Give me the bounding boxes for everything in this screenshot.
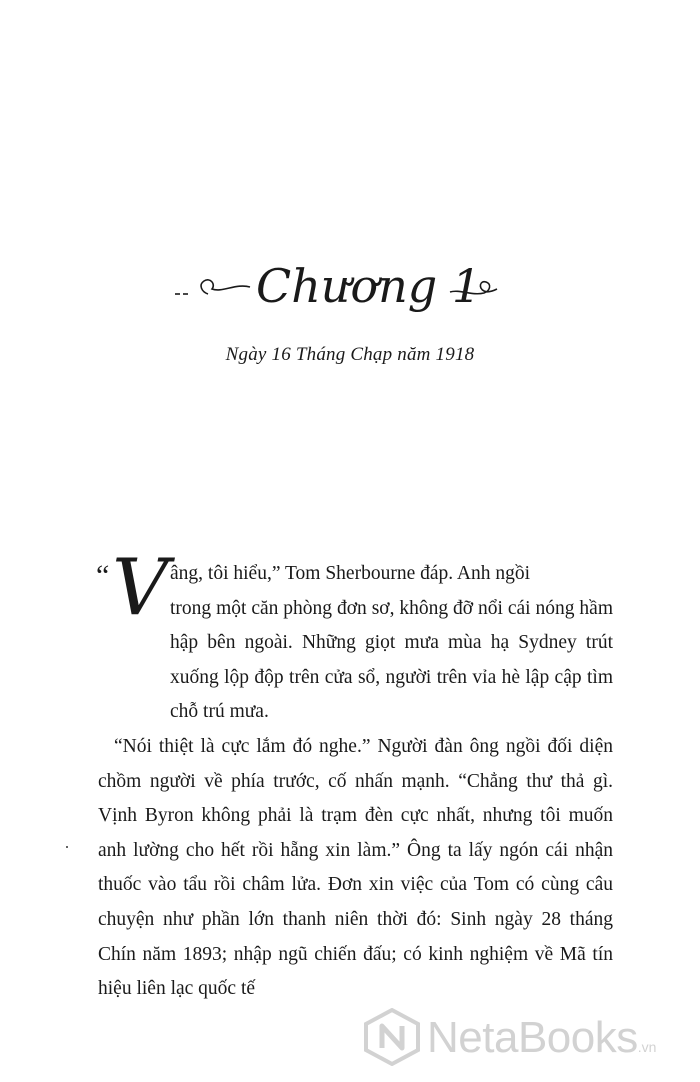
watermark (363, 1004, 693, 1076)
watermark-text (427, 1012, 656, 1073)
chapter-body (96, 543, 613, 1007)
chapter-date: Ngày 16 Tháng Chạp năm 1918 (225, 344, 475, 365)
netabooks-logo-icon (363, 1008, 421, 1066)
chapter-ornament (0, 248, 700, 318)
paragraph-1-first-line: âng, tôi hiểu,” Tom Sherbourne đáp. Anh ngồi (170, 563, 531, 584)
paragraph-1 (96, 543, 613, 730)
watermark-suffix: .vn (637, 1039, 657, 1055)
ornament-swirl-left (201, 280, 250, 294)
dropcap-letter: V (112, 543, 169, 633)
paragraph-2: “Nói thiệt là cực lắm đó nghe.” Người đàn ông ngồi đối diện chồm người về phía trước, cố nhấn mạnh. “Chẳng thư thả gì. Vịnh Byron không phải là trạm đèn cực nhất, nhưng tôi muốn anh lường cho hết rồi hẵng xin làm.” Ông ta lấy ngón cái nhận thuốc vào tẩu rồi châm lửa. Đơn xin việc của Tom có cùng câu chuyện như phần lớn thanh niên thời đó: Sinh ngày 28 tháng Chín năm 1893; nhập ngũ chiến đấu; có kinh nghiệm về Mã tín hiệu liên lạc quốc tế (98, 735, 613, 1000)
dropcap-quote: “ (96, 559, 110, 592)
paragraph-1-text: trong một căn phòng đơn sơ, không đỡ nổi cái nóng hầm hập bên ngoài. Những giọt mưa mùa hạ Sydney trút xuống lộp độp trên cửa sổ, người trên vỉa hè lập cập tìm chỗ trú mưa. (170, 597, 613, 723)
stray-dot (66, 846, 68, 848)
chapter-title: Chương 1 (256, 259, 482, 313)
chapter-heading (0, 248, 700, 318)
watermark-brand: NetaBooks (427, 1013, 638, 1062)
